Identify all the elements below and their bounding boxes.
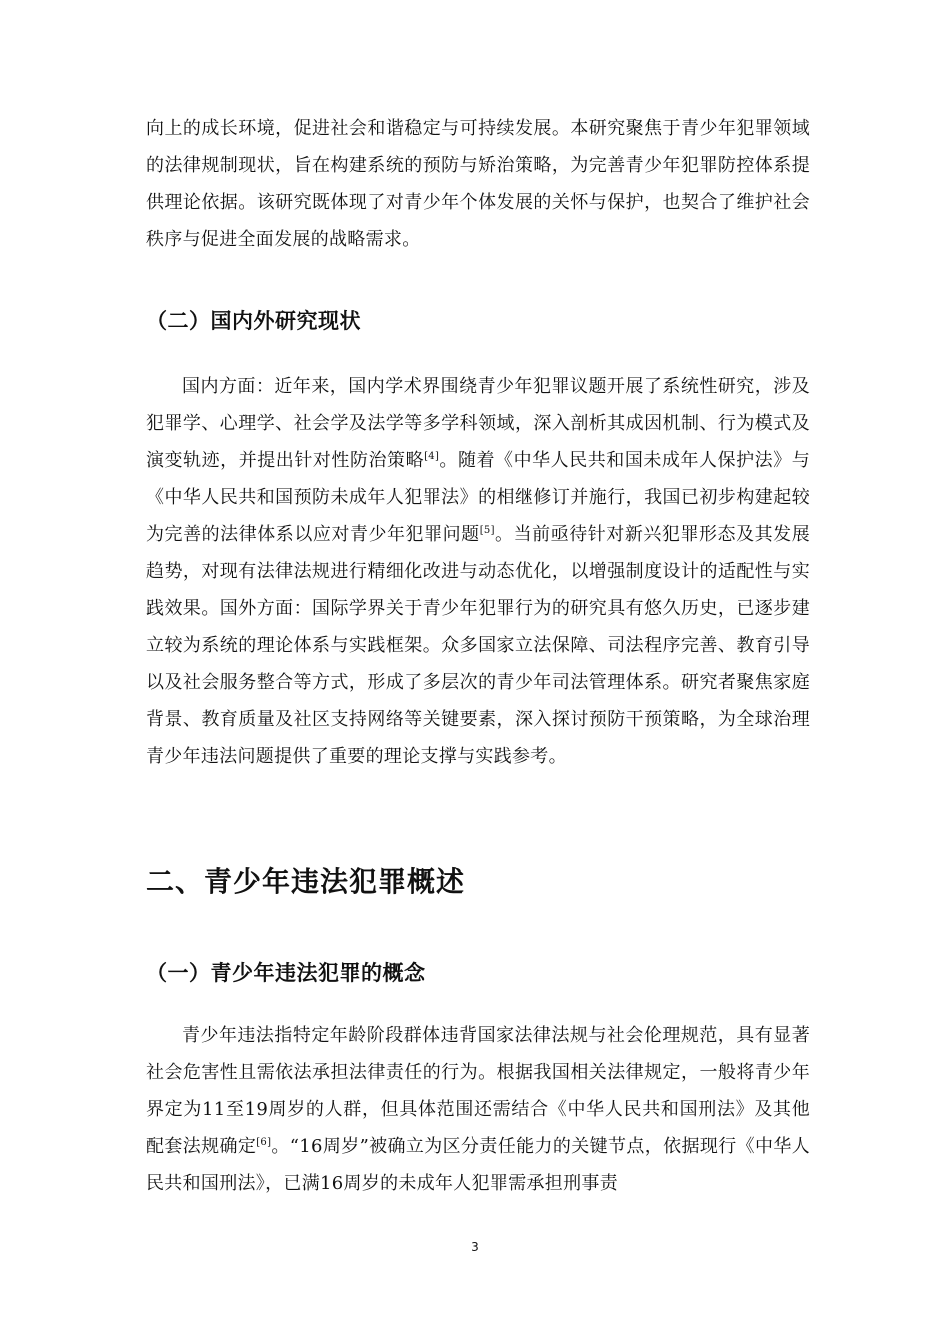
concept-paragraph xyxy=(146,1017,810,1202)
page-number: 3 xyxy=(471,1240,479,1254)
citation: [4] xyxy=(424,451,440,462)
intro-paragraph: 向上的成长环境，促进社会和谐稳定与可持续发展。本研究聚焦于青少年犯罪领域的法律规制现状，旨在构建系统的预防与矫治策略，为完善青少年犯罪防控体系提供理论依据。该研究既体现了对青少年个体发展的关怀与保护，也契合了维护社会秩序与促进全面发展的战略需求。 xyxy=(146,118,810,250)
section-heading-concept: （一）青少年违法犯罪的概念 xyxy=(146,961,426,985)
section-heading-research-status: （二）国内外研究现状 xyxy=(146,309,361,333)
citation: [6] xyxy=(256,1137,272,1148)
paragraph-text: 国内方面：近年来，国内学术界围绕青少年犯罪议题开展了系统性研究，涉及犯罪学、心理学、社会学及法学等多学科领域，深入剖析其成因机制、行为模式及演变轨迹，并提出针对性防治策略 xyxy=(146,376,810,471)
paragraph-text: 。当前亟待针对新兴犯罪形态及其发展趋势，对现有法律法规进行精细化改进与动态优化，以增强制度设计的适配性与实践效果。国外方面：国际学界关于青少年犯罪行为的研究具有悠久历史，已逐步建立较为系统的理论体系与实践框架。众多国家立法保障、司法程序完善、教育引导以及社会服务整合等方式，形成了多层次的青少年司法管理体系。研究者聚焦家庭背景、教育质量及社区支持网络等关键要素，深入探讨预防干预策略，为全球治理青少年违法问题提供了重要的理论支撑与实践参考。 xyxy=(146,524,810,767)
paragraph-text: 。“16周岁”被确立为区分责任能力的关键节点，依据现行《中华人民共和国刑法》，已满16周岁的未成年人犯罪需承担刑事责 xyxy=(146,1136,810,1194)
paragraph-text: 青少年违法指特定年龄阶段群体违背国家法律法规与社会伦理规范，具有显著社会危害性且需依法承担法律责任的行为。根据我国相关法律规定，一般将青少年界定为11至19周岁的人群，但具体范围还需结合《中华人民共和国刑法》及其他配套法规确定 xyxy=(146,1025,810,1157)
research-status-paragraph xyxy=(146,368,810,775)
paragraph-text: 。随着《中华人民共和国未成年人保护法》与《中华人民共和国预防未成年人犯罪法》的相继修订并施行，我国已初步构建起较为完善的法律体系以应对青少年犯罪问题 xyxy=(146,450,810,545)
citation: [5] xyxy=(479,525,495,536)
chapter-heading: 二、青少年违法犯罪概述 xyxy=(146,865,466,898)
